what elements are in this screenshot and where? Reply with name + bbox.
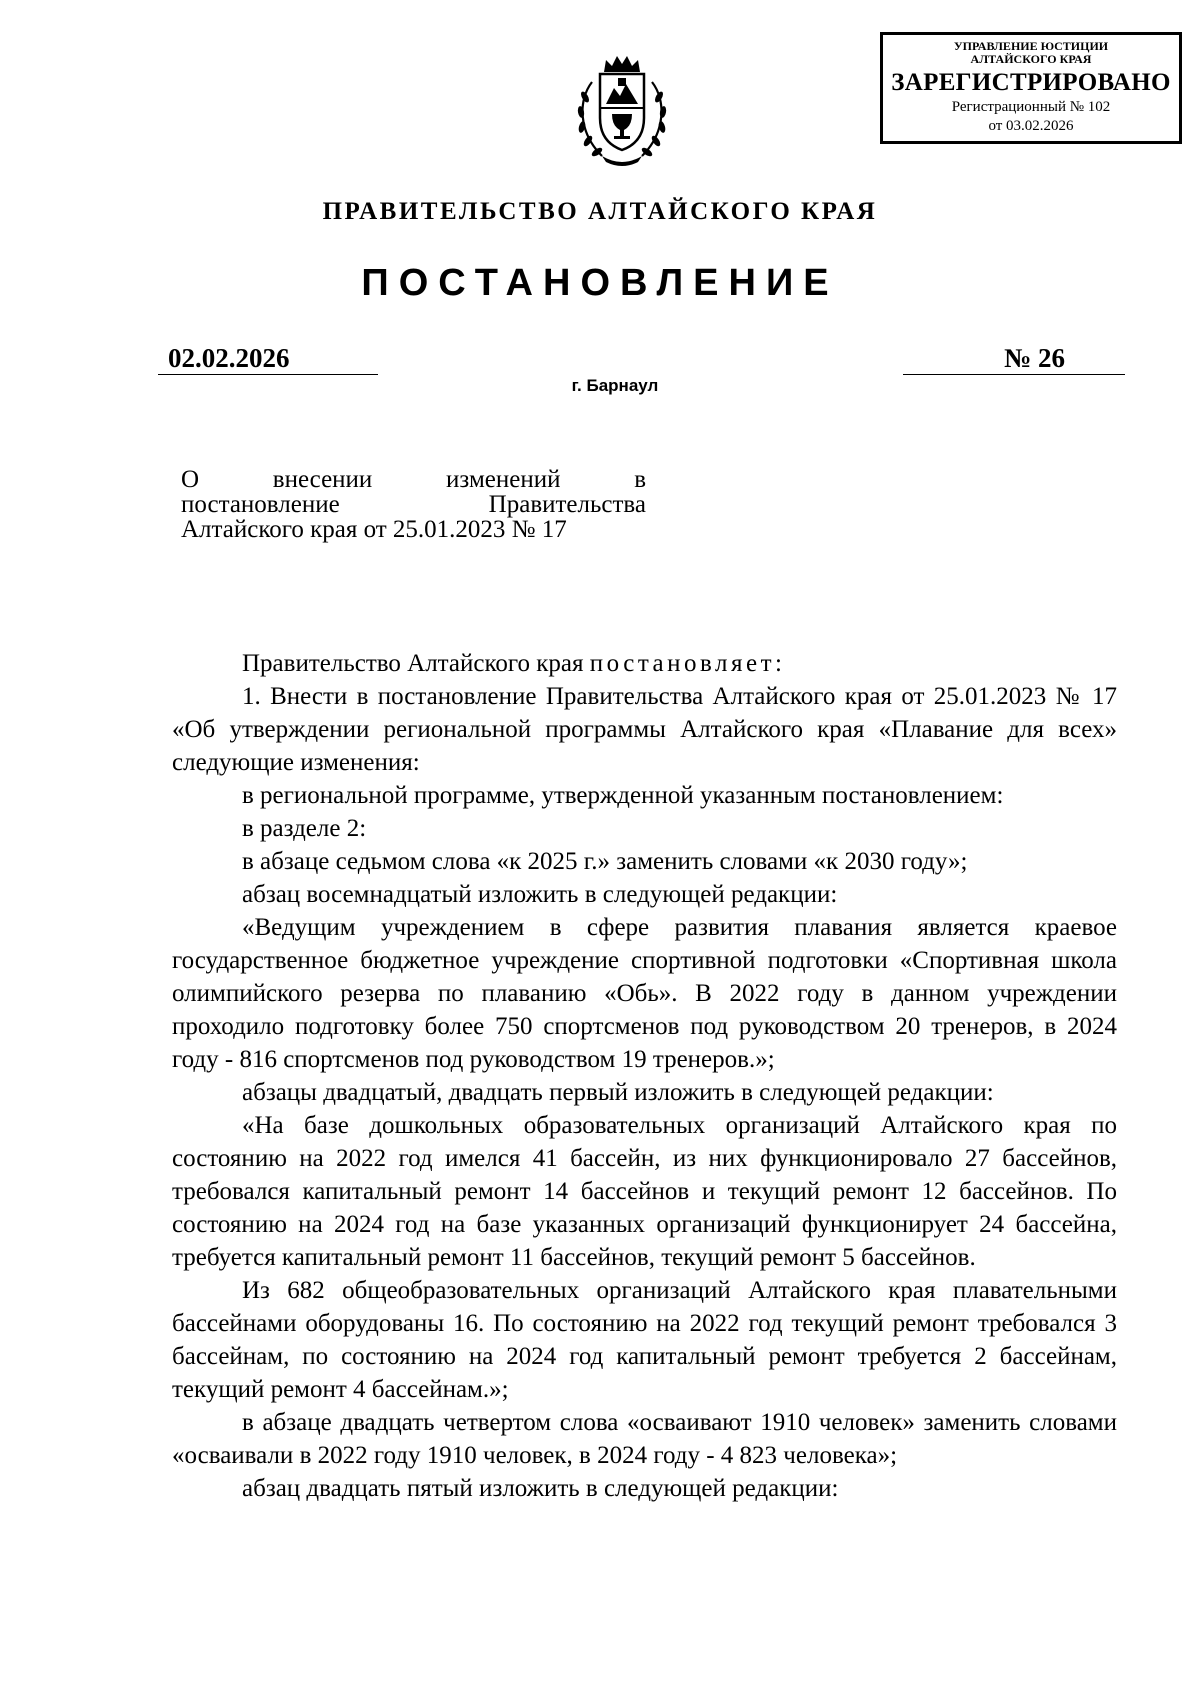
document-body <box>172 647 1117 1505</box>
stamp-authority-line2: АЛТАЙСКОГО КРАЯ <box>970 52 1092 66</box>
body-paragraph: Из 682 общеобразовательных организаций Алтайского края плавательными бассейнами оборудованы 16. По состоянию на 2022 год текущий ремонт требовался 3 бассейнам, по состоянию на 2024 год капитальный ремонт требуется 2 бассейнам, текущий ремонт 4 бассейнам.»; <box>172 1277 1117 1403</box>
subject-line-3: Алтайского края от 25.01.2023 № 17 <box>181 516 567 543</box>
body-paragraph: абзац восемнадцатый изложить в следующей редакции: <box>242 881 838 908</box>
body-paragraph: абзац двадцать пятый изложить в следующей редакции: <box>242 1475 839 1502</box>
stamp-date: от 03.02.2026 <box>988 118 1074 134</box>
body-paragraph: в разделе 2: <box>242 815 367 842</box>
body-paragraph: в абзаце двадцать четвертом слова «осваивают 1910 человек» заменить словами «осваивали в 2022 году 1910 человек, в 2024 году - 4 823 человека»; <box>172 1409 1117 1469</box>
document-date: 02.02.2026 <box>158 342 378 375</box>
body-paragraph: «На базе дошкольных образовательных организаций Алтайского края по состоянию на 2022 год имелся 41 бассейн, из них функционировало 27 бассейнов, требовался капитальный ремонт 14 бассейнов и текущий ремонт 12 бассейнов. По состоянию на 2024 год на базе указанных организаций функционирует 24 бассейна, требуется капитальный ремонт 11 бассейнов, текущий ремонт 5 бассейнов. <box>172 1112 1117 1271</box>
document-city: г. Барнаул <box>571 376 659 395</box>
subject-line-2: постановление Правительства <box>181 491 646 518</box>
body-paragraph: в абзаце седьмом слова «к 2025 г.» заменить словами «к 2030 году»; <box>242 848 968 875</box>
document-subject <box>181 467 646 542</box>
subject-line-1: О внесении изменений в <box>181 466 646 493</box>
body-paragraph: «Ведущим учреждением в сфере развития плавания является краевое государственное бюджетное учреждение спортивной подготовки «Спортивная школа олимпийского резерва по плаванию «Обь». В 2022 году в данном учреждении проходило подготовку более 750 спортсменов под руководством 20 тренеров, в 2024 году - 816 спортсменов под руководством 19 тренеров.»; <box>172 914 1117 1073</box>
body-paragraph-resolves <box>172 647 1117 680</box>
stamp-registration-number: Регистрационный № 102 <box>951 99 1111 115</box>
document-number: № 26 <box>903 342 1125 375</box>
resolves-keyword: постановляет: <box>589 650 786 677</box>
resolves-intro: Правительство Алтайского края <box>242 650 590 677</box>
registration-stamp <box>880 32 1182 144</box>
government-name: ПРАВИТЕЛЬСТВО АЛТАЙСКОГО КРАЯ <box>322 198 878 225</box>
body-paragraph: в региональной программе, утвержденной указанным постановлением: <box>242 782 1004 809</box>
document-type: ПОСТАНОВЛЕНИЕ <box>361 262 839 304</box>
body-paragraph: абзацы двадцатый, двадцать первый изложить в следующей редакции: <box>242 1079 994 1106</box>
stamp-status: ЗАРЕГИСТРИРОВАНО <box>891 69 1171 96</box>
altai-coat-of-arms-icon <box>572 52 672 170</box>
stamp-authority-line1: УПРАВЛЕНИЕ ЮСТИЦИИ <box>953 39 1109 53</box>
body-paragraph: 1. Внести в постановление Правительства Алтайского края от 25.01.2023 № 17 «Об утверждении региональной программы Алтайского края «Плавание для всех» следующие изменения: <box>172 683 1117 776</box>
